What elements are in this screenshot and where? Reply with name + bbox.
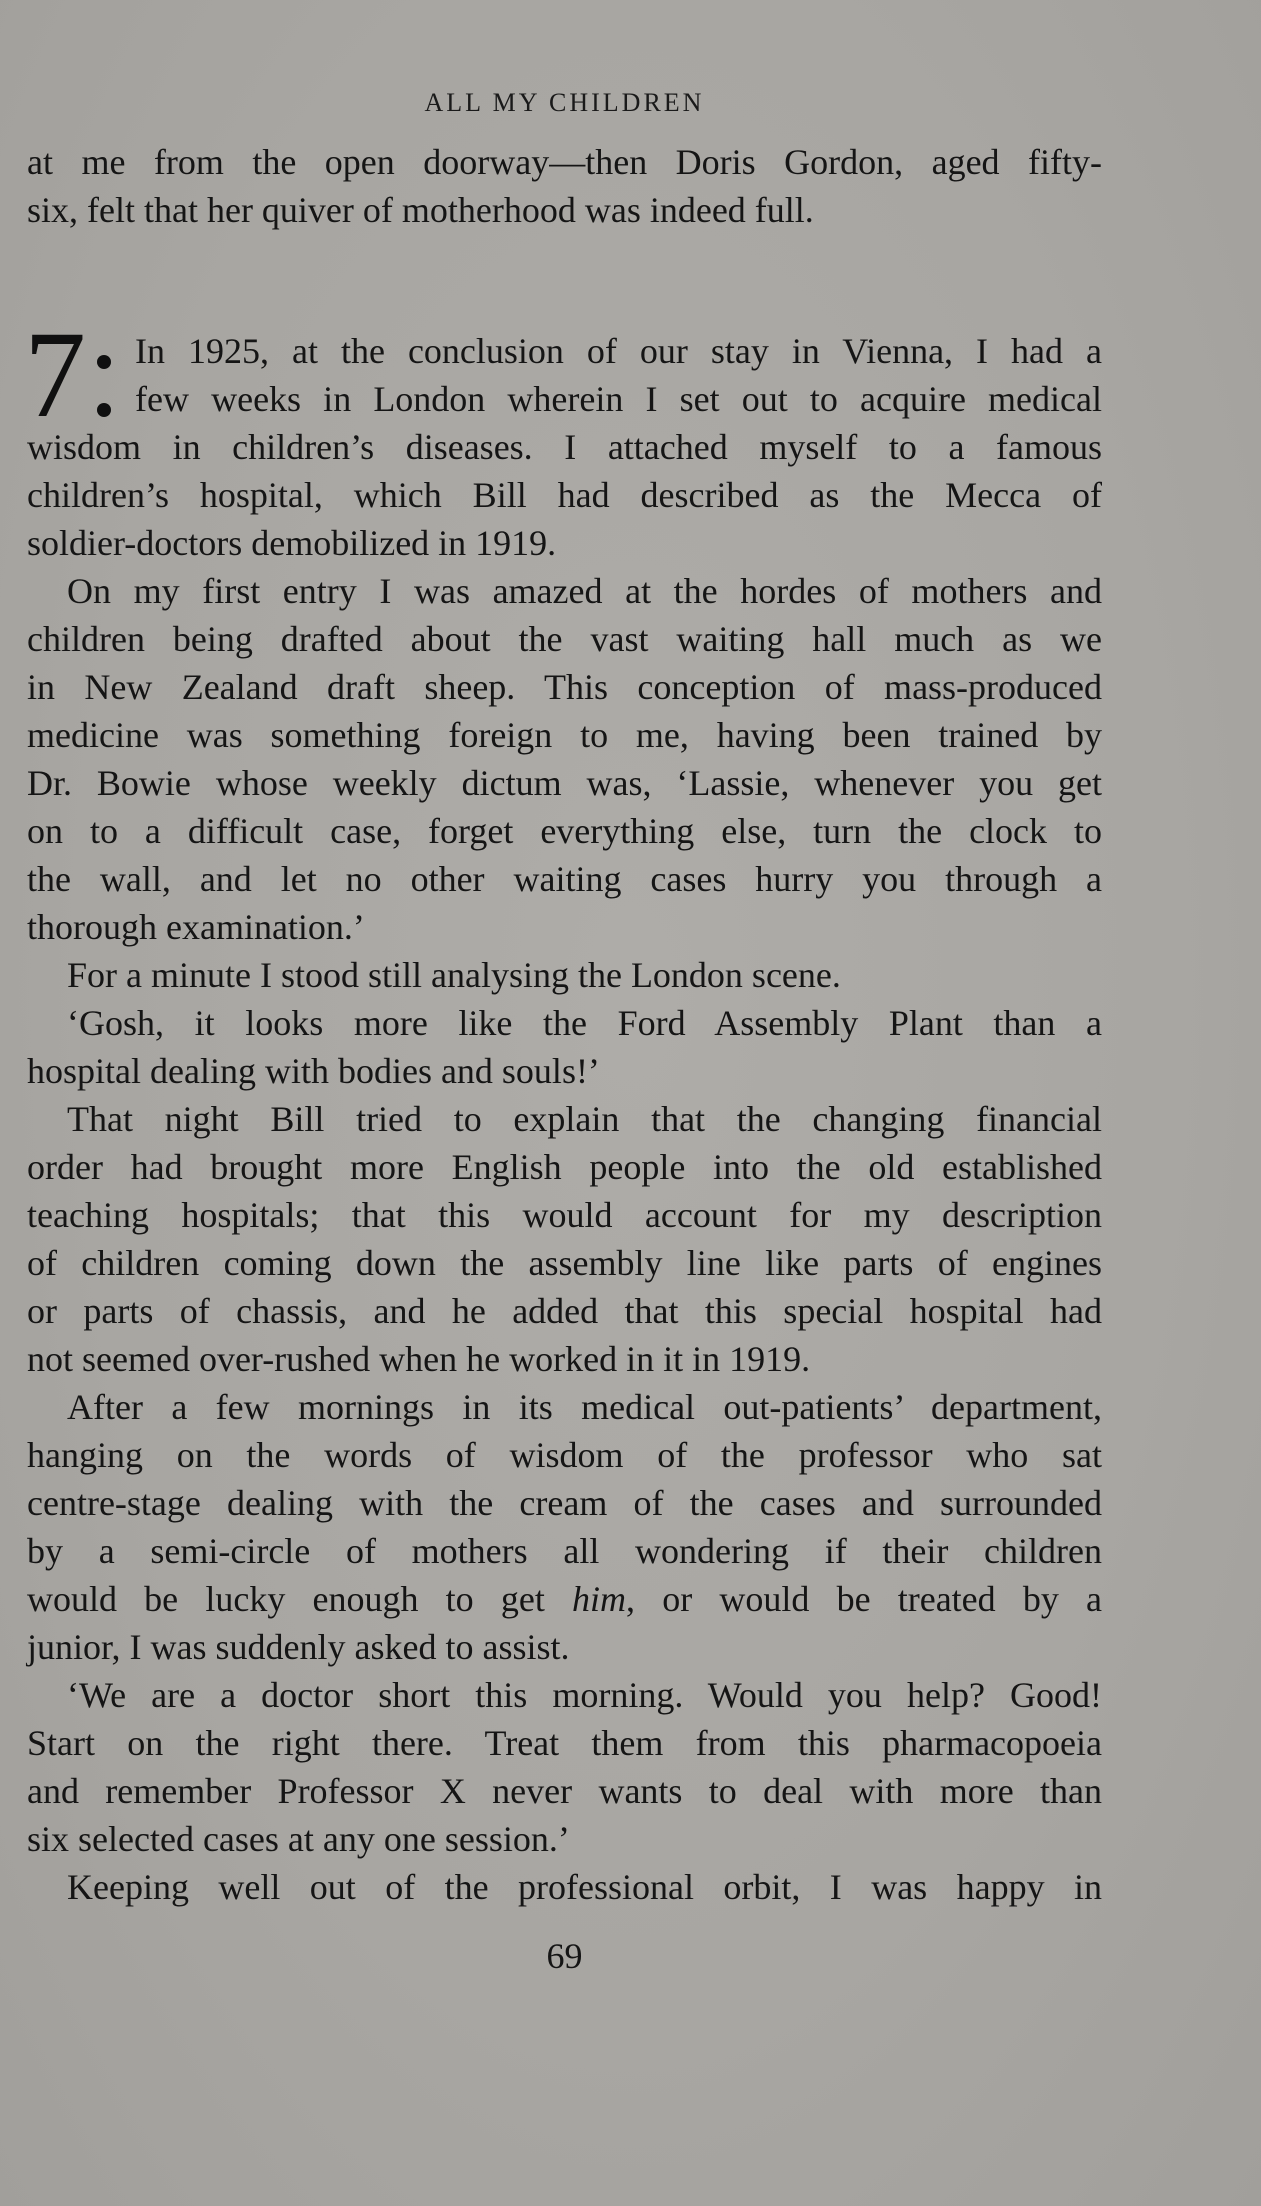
text-line: by a semi-circle of mothers all wondering if their children bbox=[27, 1531, 1102, 1571]
text-line: and remember Professor X never wants to deal with more than bbox=[27, 1771, 1102, 1811]
text-line: few weeks in London wherein I set out to acquire medical bbox=[135, 379, 1102, 419]
text-line: in New Zealand draft sheep. This conception of mass-produced bbox=[27, 667, 1102, 707]
text-line: of children coming down the assembly line like parts of engines bbox=[27, 1243, 1102, 1283]
text-line: on to a difficult case, forget everything else, turn the clock to bbox=[27, 811, 1102, 851]
text-line: hospital dealing with bodies and souls!’ bbox=[27, 1051, 600, 1091]
text-line: Start on the right there. Treat them from this pharmacopoeia bbox=[27, 1723, 1102, 1763]
text-line: the wall, and let no other waiting cases hurry you through a bbox=[27, 859, 1102, 899]
drop-cap-dot-icon bbox=[97, 403, 111, 417]
drop-cap-dot-icon bbox=[97, 355, 111, 369]
text-line: junior, I was suddenly asked to assist. bbox=[27, 1627, 570, 1667]
drop-cap-numeral: 7 bbox=[24, 306, 86, 443]
section-7-opening bbox=[24, 306, 1102, 443]
text-line: not seemed over-rushed when he worked in it in 1919. bbox=[27, 1339, 811, 1379]
text-line: centre-stage dealing with the cream of the cases and surrounded bbox=[27, 1483, 1102, 1523]
text-line: ‘Gosh, it looks more like the Ford Assembly Plant than a bbox=[67, 1003, 1102, 1043]
emphasis: him bbox=[572, 1579, 627, 1619]
text-line: For a minute I stood still analysing the London scene. bbox=[67, 955, 841, 995]
text-line: teaching hospitals; that this would account for my description bbox=[27, 1195, 1102, 1235]
text-line: children’s hospital, which Bill had described as the Mecca of bbox=[27, 475, 1102, 515]
text-line: In 1925, at the conclusion of our stay in Vienna, I had a bbox=[135, 331, 1102, 371]
text-line: wisdom in children’s diseases. I attached myself to a famous bbox=[27, 427, 1102, 467]
text-line: ‘We are a doctor short this morning. Would you help? Good! bbox=[67, 1675, 1102, 1715]
text-line: or parts of chassis, and he added that this special hospital had bbox=[27, 1291, 1102, 1331]
text-line: order had brought more English people into the old established bbox=[27, 1147, 1102, 1187]
text-line: Keeping well out of the professional orbit, I was happy in bbox=[67, 1867, 1102, 1907]
text-line: six, felt that her quiver of motherhood was indeed full. bbox=[27, 190, 814, 230]
text-line: thorough examination.’ bbox=[27, 907, 365, 947]
text-line: soldier-doctors demobilized in 1919. bbox=[27, 523, 557, 563]
text-line: On my first entry I was amazed at the hordes of mothers and bbox=[67, 571, 1102, 611]
text-line: hanging on the words of wisdom of the professor who sat bbox=[27, 1435, 1102, 1475]
text-line: Dr. Bowie whose weekly dictum was, ‘Lassie, whenever you get bbox=[27, 763, 1102, 803]
running-head: ALL MY CHILDREN bbox=[424, 88, 705, 117]
text-line: medicine was something foreign to me, having been trained by bbox=[27, 715, 1102, 755]
text-line: children being drafted about the vast waiting hall much as we bbox=[27, 619, 1102, 659]
text-line: would be lucky enough to get him, or would be treated by a bbox=[27, 1579, 1103, 1619]
text-line: That night Bill tried to explain that the changing financial bbox=[67, 1099, 1102, 1139]
text-line: at me from the open doorway—then Doris Gordon, aged fifty- bbox=[27, 142, 1102, 182]
text-line: After a few mornings in its medical out-patients’ department, bbox=[67, 1387, 1102, 1427]
page-number: 69 bbox=[546, 1936, 583, 1976]
text-line: six selected cases at any one session.’ bbox=[27, 1819, 570, 1859]
